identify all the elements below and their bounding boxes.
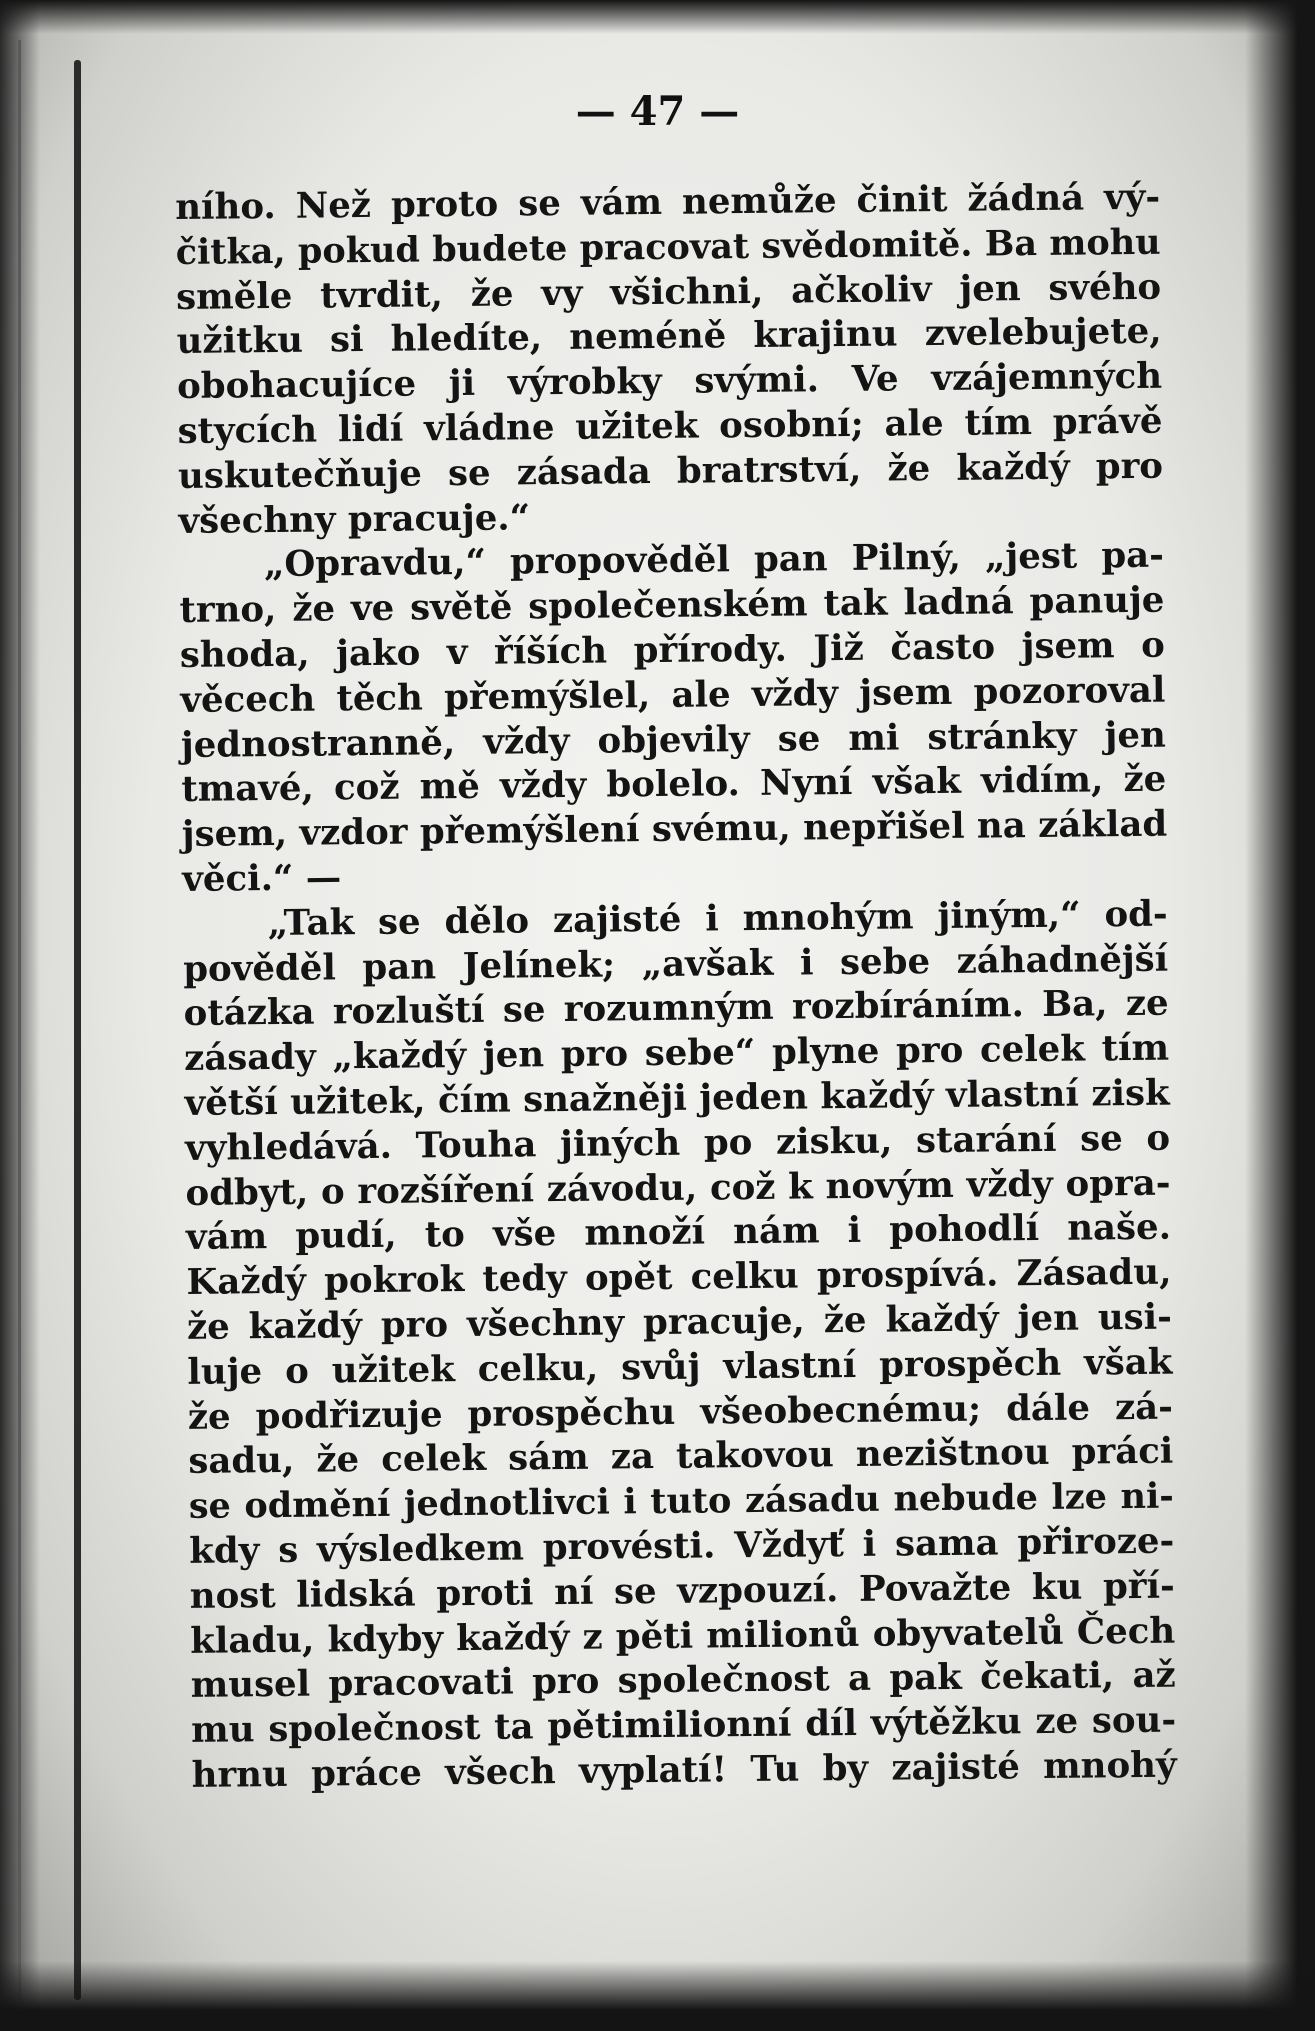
text-line: směle tvrdit, že vy všichni, ačkoliv jen svého xyxy=(175,266,1162,318)
text-line: hrnu práce všech vyplatí! Tu by zajisté mnohý xyxy=(191,1744,1177,1796)
text-line: stycích lidí vládne užitek osobní; ale tím právě xyxy=(177,400,1163,452)
bottom-shadow xyxy=(0,1961,1315,2031)
text-line: shoda, jako v říších přírody. Již často jsem o xyxy=(179,624,1166,676)
binding-edge xyxy=(18,40,21,2000)
text-line: jednostranně, vždy objevily se mi stránky jen xyxy=(180,714,1167,766)
top-shadow xyxy=(0,0,1315,34)
text-line: trno, že ve světě společenském tak ladná panuje xyxy=(179,579,1165,632)
text-line: musel pracovati pro společnost a pak čekati, až xyxy=(190,1654,1176,1707)
text-line: odbyt, o rozšíření závodu, což k novým vždy opra- xyxy=(185,1162,1171,1214)
text-line: zásady „každý jen pro sebe“ plyne pro celek tím xyxy=(183,1027,1170,1080)
text-line: sadu, že celek sám za takovou nezištnou práci xyxy=(188,1430,1174,1483)
text-line: všechny pracuje.“ xyxy=(178,496,531,542)
body-text xyxy=(175,176,1177,1799)
text-line: „Opravdu,“ propověděl pan Pilný, „jest pa- xyxy=(263,535,1165,586)
right-shadow xyxy=(1245,0,1315,2031)
page-number: — 47 — xyxy=(575,88,740,135)
text-line: se odmění jednotlivci i tuto zásadu nebude lze ni- xyxy=(188,1475,1174,1528)
text-line: vám pudí, to vše množí nám i pohodlí naše. xyxy=(185,1206,1172,1259)
text-line: věci.“ — xyxy=(182,857,342,900)
text-line: že každý pro všechny pracuje, že každý jen usi- xyxy=(186,1296,1173,1348)
text-line: luje o užitek celku, svůj vlastní prospěch však xyxy=(187,1341,1173,1393)
text-line: užitku si hledíte, neméně krajinu zvelebujete, xyxy=(176,311,1162,363)
binding-gutter xyxy=(74,60,81,2000)
text-line: kladu, kdyby každý z pěti milionů obyvatelů Čech xyxy=(190,1610,1176,1662)
text-line: vyhledává. Touha jiných po zisku, starání se o xyxy=(184,1117,1171,1169)
text-line: obohacujíce ji výrobky svými. Ve vzájemných xyxy=(176,355,1163,408)
text-line: věcech těch přemýšlel, ale vždy jsem pozoroval xyxy=(180,669,1166,721)
text-line: mu společnost ta pětimilionní díl výtěžku ze sou- xyxy=(190,1699,1177,1752)
text-line: ního. Než proto se vám nemůže činit žádná vý- xyxy=(175,176,1161,228)
text-line: „Tak se dělo zajisté i mnohým jiným,“ od- xyxy=(267,893,1168,944)
text-line: čitka, pokud budete pracovat svědomitě. Ba mohu xyxy=(175,221,1161,273)
text-line: uskutečňuje se zásada bratrství, že každý pro xyxy=(177,445,1164,497)
text-line: Každý pokrok tedy opět celku prospívá. Zásadu, xyxy=(186,1251,1172,1304)
text-line: otázka rozluští se rozumným rozbíráním. Ba, ze xyxy=(183,982,1169,1035)
text-line: větší užitek, čím snažněji jeden každý vlastní zisk xyxy=(184,1072,1170,1124)
text-line: pověděl pan Jelínek; „avšak i sebe záhadnější xyxy=(182,938,1169,990)
text-line: kdy s výsledkem provésti. Vždyť i sama přiroze- xyxy=(189,1520,1175,1572)
text-line: jsem, vzdor přemýšlení svému, nepřišel na základ xyxy=(181,803,1168,856)
text-line: nost lidská proti ní se vzpouzí. Považte ku pří- xyxy=(189,1565,1175,1617)
text-line: že podřizuje prospěchu všeobecnému; dále zá- xyxy=(187,1386,1174,1438)
text-line: tmavé, což mě vždy bolelo. Nyní však vidím, že xyxy=(181,759,1167,811)
